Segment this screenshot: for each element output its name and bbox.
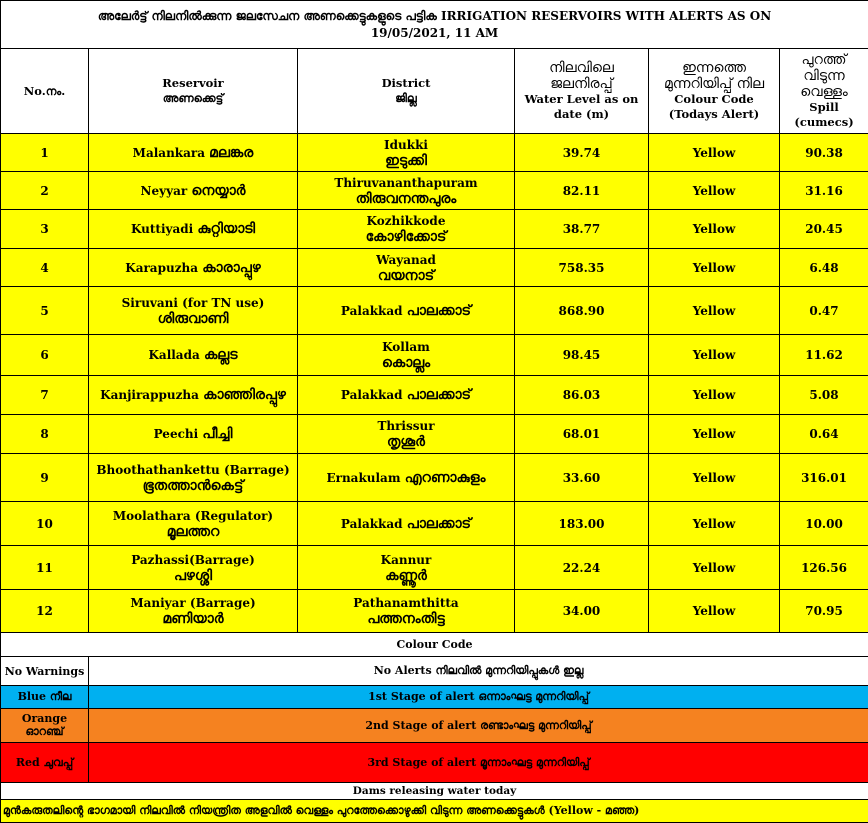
reservoir-cell — [89, 249, 298, 287]
district-name-ml: പാലക്കാട് — [407, 516, 471, 532]
reservoir-name-en: Peechi — [154, 427, 199, 441]
water-level-value: 34.00 — [515, 590, 649, 633]
district-cell — [298, 172, 515, 210]
district-name-ml: പത്തനംതിട്ട — [300, 611, 512, 627]
table-header-row — [1, 49, 868, 134]
header-district-ml: ജില്ല — [300, 91, 512, 106]
header-level-ml: നിലവിലെ ജലനിരപ്പ് — [517, 60, 646, 92]
row-number: 11 — [1, 546, 89, 590]
reservoir-cell — [89, 415, 298, 454]
header-spill-en: Spill (cumecs) — [782, 100, 866, 130]
header-alert — [649, 49, 780, 134]
release-description: മുൻകരുതലിന്റെ ഭാഗമായി നിലവിൽ നിയന്ത്രിത അളവിൽ വെള്ളം പുറത്തേക്കൊഴുക്കി വിടുന്ന അണക്കെട്ടുകൾ (Yellow - മഞ്ഞ) — [1, 800, 868, 823]
reservoir-name-ml: കാരാപ്പുഴ — [202, 260, 261, 276]
alert-colour-code: Yellow — [649, 376, 780, 415]
reservoir-name-en: Neyyar — [141, 184, 188, 198]
district-name-en: Palakkad — [341, 304, 403, 318]
title-line-1: അലേർട്ട് നിലനിൽക്കുന്ന ജലസേചന അണക്കെട്ടുകളുടെ പട്ടിക IRRIGATION RESERVOIRS WITH ALERTS AS ON — [3, 8, 866, 25]
row-number: 1 — [1, 134, 89, 172]
spill-value: 20.45 — [780, 210, 868, 249]
table-row — [1, 210, 868, 249]
release-heading: Dams releasing water today — [1, 783, 868, 800]
district-name-en: Thiruvananthapuram — [300, 175, 512, 191]
district-name-en: Ernakulam — [326, 471, 400, 485]
table-row — [1, 134, 868, 172]
alert-colour-code: Yellow — [649, 134, 780, 172]
district-name-ml: പാലക്കാട് — [407, 303, 471, 319]
reservoir-name-en: Maniyar (Barrage) — [91, 595, 295, 611]
page-title — [1, 1, 868, 49]
table-row — [1, 172, 868, 210]
reservoir-name-ml: മലങ്കര — [209, 145, 253, 161]
reservoir-name-en: Moolathara (Regulator) — [91, 508, 295, 524]
district-name-ml: കണ്ണൂർ — [300, 568, 512, 584]
legend-label-red: Red ചുവപ്പ് — [1, 743, 89, 783]
legend-label-orange-en: Orange — [3, 712, 86, 725]
district-name-ml: പാലക്കാട് — [407, 387, 471, 403]
header-water-level — [515, 49, 649, 134]
title-line-2: 19/05/2021, 11 AM — [3, 25, 866, 42]
reservoir-cell — [89, 134, 298, 172]
water-level-value: 39.74 — [515, 134, 649, 172]
header-district-en: District — [300, 76, 512, 91]
alert-colour-code: Yellow — [649, 335, 780, 376]
reservoir-name-ml: കാഞ്ഞിരപ്പുഴ — [203, 387, 286, 403]
legend-row-red — [1, 743, 868, 783]
water-level-value: 68.01 — [515, 415, 649, 454]
table-row — [1, 376, 868, 415]
row-number: 9 — [1, 454, 89, 502]
district-name-ml: തൃശൂർ — [300, 434, 512, 450]
district-cell — [298, 415, 515, 454]
legend-desc-no-warnings: No Alerts നിലവിൽ മുന്നറിയിപ്പുകൾ ഇല്ല — [89, 657, 868, 686]
header-spill-ml: പുറത്ത് വിടുന്ന വെള്ളം — [782, 52, 866, 100]
district-cell — [298, 502, 515, 546]
reservoir-cell — [89, 210, 298, 249]
alert-colour-code: Yellow — [649, 590, 780, 633]
alert-colour-code: Yellow — [649, 546, 780, 590]
district-cell — [298, 249, 515, 287]
reservoir-name-en: Kallada — [148, 348, 199, 362]
district-name-en: Pathanamthitta — [300, 595, 512, 611]
row-number: 12 — [1, 590, 89, 633]
water-level-value: 33.60 — [515, 454, 649, 502]
legend-desc-red: 3rd Stage of alert മൂന്നാംഘട്ട മുന്നറിയിപ്പ് — [89, 743, 868, 783]
header-reservoir — [89, 49, 298, 134]
header-level-en: Water Level as on date (m) — [517, 92, 646, 122]
district-name-en: Kozhikkode — [300, 213, 512, 229]
alert-colour-code: Yellow — [649, 287, 780, 335]
table-row — [1, 335, 868, 376]
legend-row-orange — [1, 709, 868, 743]
legend-label-blue: Blue നീല — [1, 686, 89, 709]
water-level-value: 98.45 — [515, 335, 649, 376]
spill-value: 10.00 — [780, 502, 868, 546]
spill-value: 0.64 — [780, 415, 868, 454]
alert-colour-code: Yellow — [649, 415, 780, 454]
reservoir-name-ml: മണിയാർ — [91, 611, 295, 627]
table-row — [1, 502, 868, 546]
reservoir-name-ml: നെയ്യാർ — [191, 183, 245, 199]
district-name-en: Wayanad — [300, 252, 512, 268]
legend-desc-orange: 2nd Stage of alert രണ്ടാംഘട്ട മുന്നറിയിപ്പ് — [89, 709, 868, 743]
spill-value: 90.38 — [780, 134, 868, 172]
table-body — [1, 134, 868, 633]
district-cell — [298, 376, 515, 415]
spill-value: 31.16 — [780, 172, 868, 210]
table-row — [1, 546, 868, 590]
row-number: 10 — [1, 502, 89, 546]
district-name-ml: എറണാകുളം — [405, 470, 486, 486]
reservoir-cell — [89, 454, 298, 502]
header-reservoir-ml: അണക്കെട്ട് — [91, 91, 295, 106]
reservoir-name-ml: ഭൂതത്താൻകെട്ട് — [91, 478, 295, 494]
district-name-en: Kollam — [300, 339, 512, 355]
legend-row-blue — [1, 686, 868, 709]
district-name-ml: തിരുവനന്തപുരം — [300, 191, 512, 207]
reservoir-name-en: Karapuzha — [125, 261, 198, 275]
spill-value: 0.47 — [780, 287, 868, 335]
reservoir-name-ml: മൂലത്തറ — [91, 524, 295, 540]
reservoir-name-en: Malankara — [133, 146, 205, 160]
spill-value: 5.08 — [780, 376, 868, 415]
alert-colour-code: Yellow — [649, 172, 780, 210]
water-level-value: 38.77 — [515, 210, 649, 249]
reservoir-name-ml: കുറ്റിയാടി — [197, 221, 255, 237]
district-name-ml: ഇടുക്കി — [300, 153, 512, 169]
header-no: No.നം. — [1, 49, 89, 134]
water-level-value: 183.00 — [515, 502, 649, 546]
header-alert-en: Colour Code (Todays Alert) — [651, 92, 777, 122]
reservoir-name-en: Pazhassi(Barrage) — [91, 552, 295, 568]
district-name-ml: കൊല്ലം — [300, 355, 512, 371]
legend-desc-blue: 1st Stage of alert ഒന്നാംഘട്ട മുന്നറിയിപ്പ് — [89, 686, 868, 709]
reservoir-name-en: Kuttiyadi — [131, 222, 193, 236]
reservoir-cell — [89, 335, 298, 376]
district-name-en: Idukki — [300, 137, 512, 153]
row-number: 6 — [1, 335, 89, 376]
table-row — [1, 287, 868, 335]
district-cell — [298, 454, 515, 502]
reservoir-cell — [89, 590, 298, 633]
table-row — [1, 590, 868, 633]
water-level-value: 82.11 — [515, 172, 649, 210]
row-number: 5 — [1, 287, 89, 335]
district-name-ml: കോഴിക്കോട് — [300, 229, 512, 245]
water-level-value: 868.90 — [515, 287, 649, 335]
spill-value: 6.48 — [780, 249, 868, 287]
row-number: 2 — [1, 172, 89, 210]
row-number: 3 — [1, 210, 89, 249]
water-level-value: 758.35 — [515, 249, 649, 287]
district-cell — [298, 335, 515, 376]
legend-label-orange-ml: ഓറഞ്ച് — [3, 725, 86, 739]
district-name-en: Kannur — [300, 552, 512, 568]
header-alert-ml: ഇന്നത്തെ മുന്നറിയിപ്പ് നില — [651, 60, 777, 92]
alert-colour-code: Yellow — [649, 454, 780, 502]
reservoir-name-en: Siruvani (for TN use) — [91, 295, 295, 311]
district-cell — [298, 287, 515, 335]
row-number: 7 — [1, 376, 89, 415]
table-row — [1, 249, 868, 287]
legend-row-no-warnings — [1, 657, 868, 686]
header-spill — [780, 49, 868, 134]
spill-value: 70.95 — [780, 590, 868, 633]
header-reservoir-en: Reservoir — [91, 76, 295, 91]
colour-code-heading: Colour Code — [1, 633, 868, 657]
reservoir-name-ml: ശിരുവാണി — [91, 311, 295, 327]
district-cell — [298, 210, 515, 249]
alert-colour-code: Yellow — [649, 502, 780, 546]
district-cell — [298, 134, 515, 172]
reservoir-name-ml: പീച്ചി — [202, 426, 232, 442]
district-name-en: Palakkad — [341, 517, 403, 531]
district-cell — [298, 590, 515, 633]
reservoir-cell — [89, 172, 298, 210]
water-level-value: 22.24 — [515, 546, 649, 590]
row-number: 8 — [1, 415, 89, 454]
district-name-ml: വയനാട് — [300, 268, 512, 284]
district-name-en: Palakkad — [341, 388, 403, 402]
reservoir-name-en: Bhoothathankettu (Barrage) — [91, 462, 295, 478]
district-name-en: Thrissur — [300, 418, 512, 434]
spill-value: 11.62 — [780, 335, 868, 376]
reservoir-name-ml: പഴശ്ശി — [91, 568, 295, 584]
district-cell — [298, 546, 515, 590]
spill-value: 316.01 — [780, 454, 868, 502]
legend-label-no-warnings: No Warnings — [1, 657, 89, 686]
reservoir-name-en: Kanjirappuzha — [100, 388, 199, 402]
reservoir-cell — [89, 376, 298, 415]
reservoir-cell — [89, 546, 298, 590]
spill-value: 126.56 — [780, 546, 868, 590]
table-row — [1, 454, 868, 502]
alert-colour-code: Yellow — [649, 249, 780, 287]
reservoir-cell — [89, 502, 298, 546]
alert-colour-code: Yellow — [649, 210, 780, 249]
reservoir-name-ml: കല്ലട — [204, 347, 238, 363]
table-row — [1, 415, 868, 454]
header-district — [298, 49, 515, 134]
legend-label-orange — [1, 709, 89, 743]
row-number: 4 — [1, 249, 89, 287]
reservoir-cell — [89, 287, 298, 335]
water-level-value: 86.03 — [515, 376, 649, 415]
